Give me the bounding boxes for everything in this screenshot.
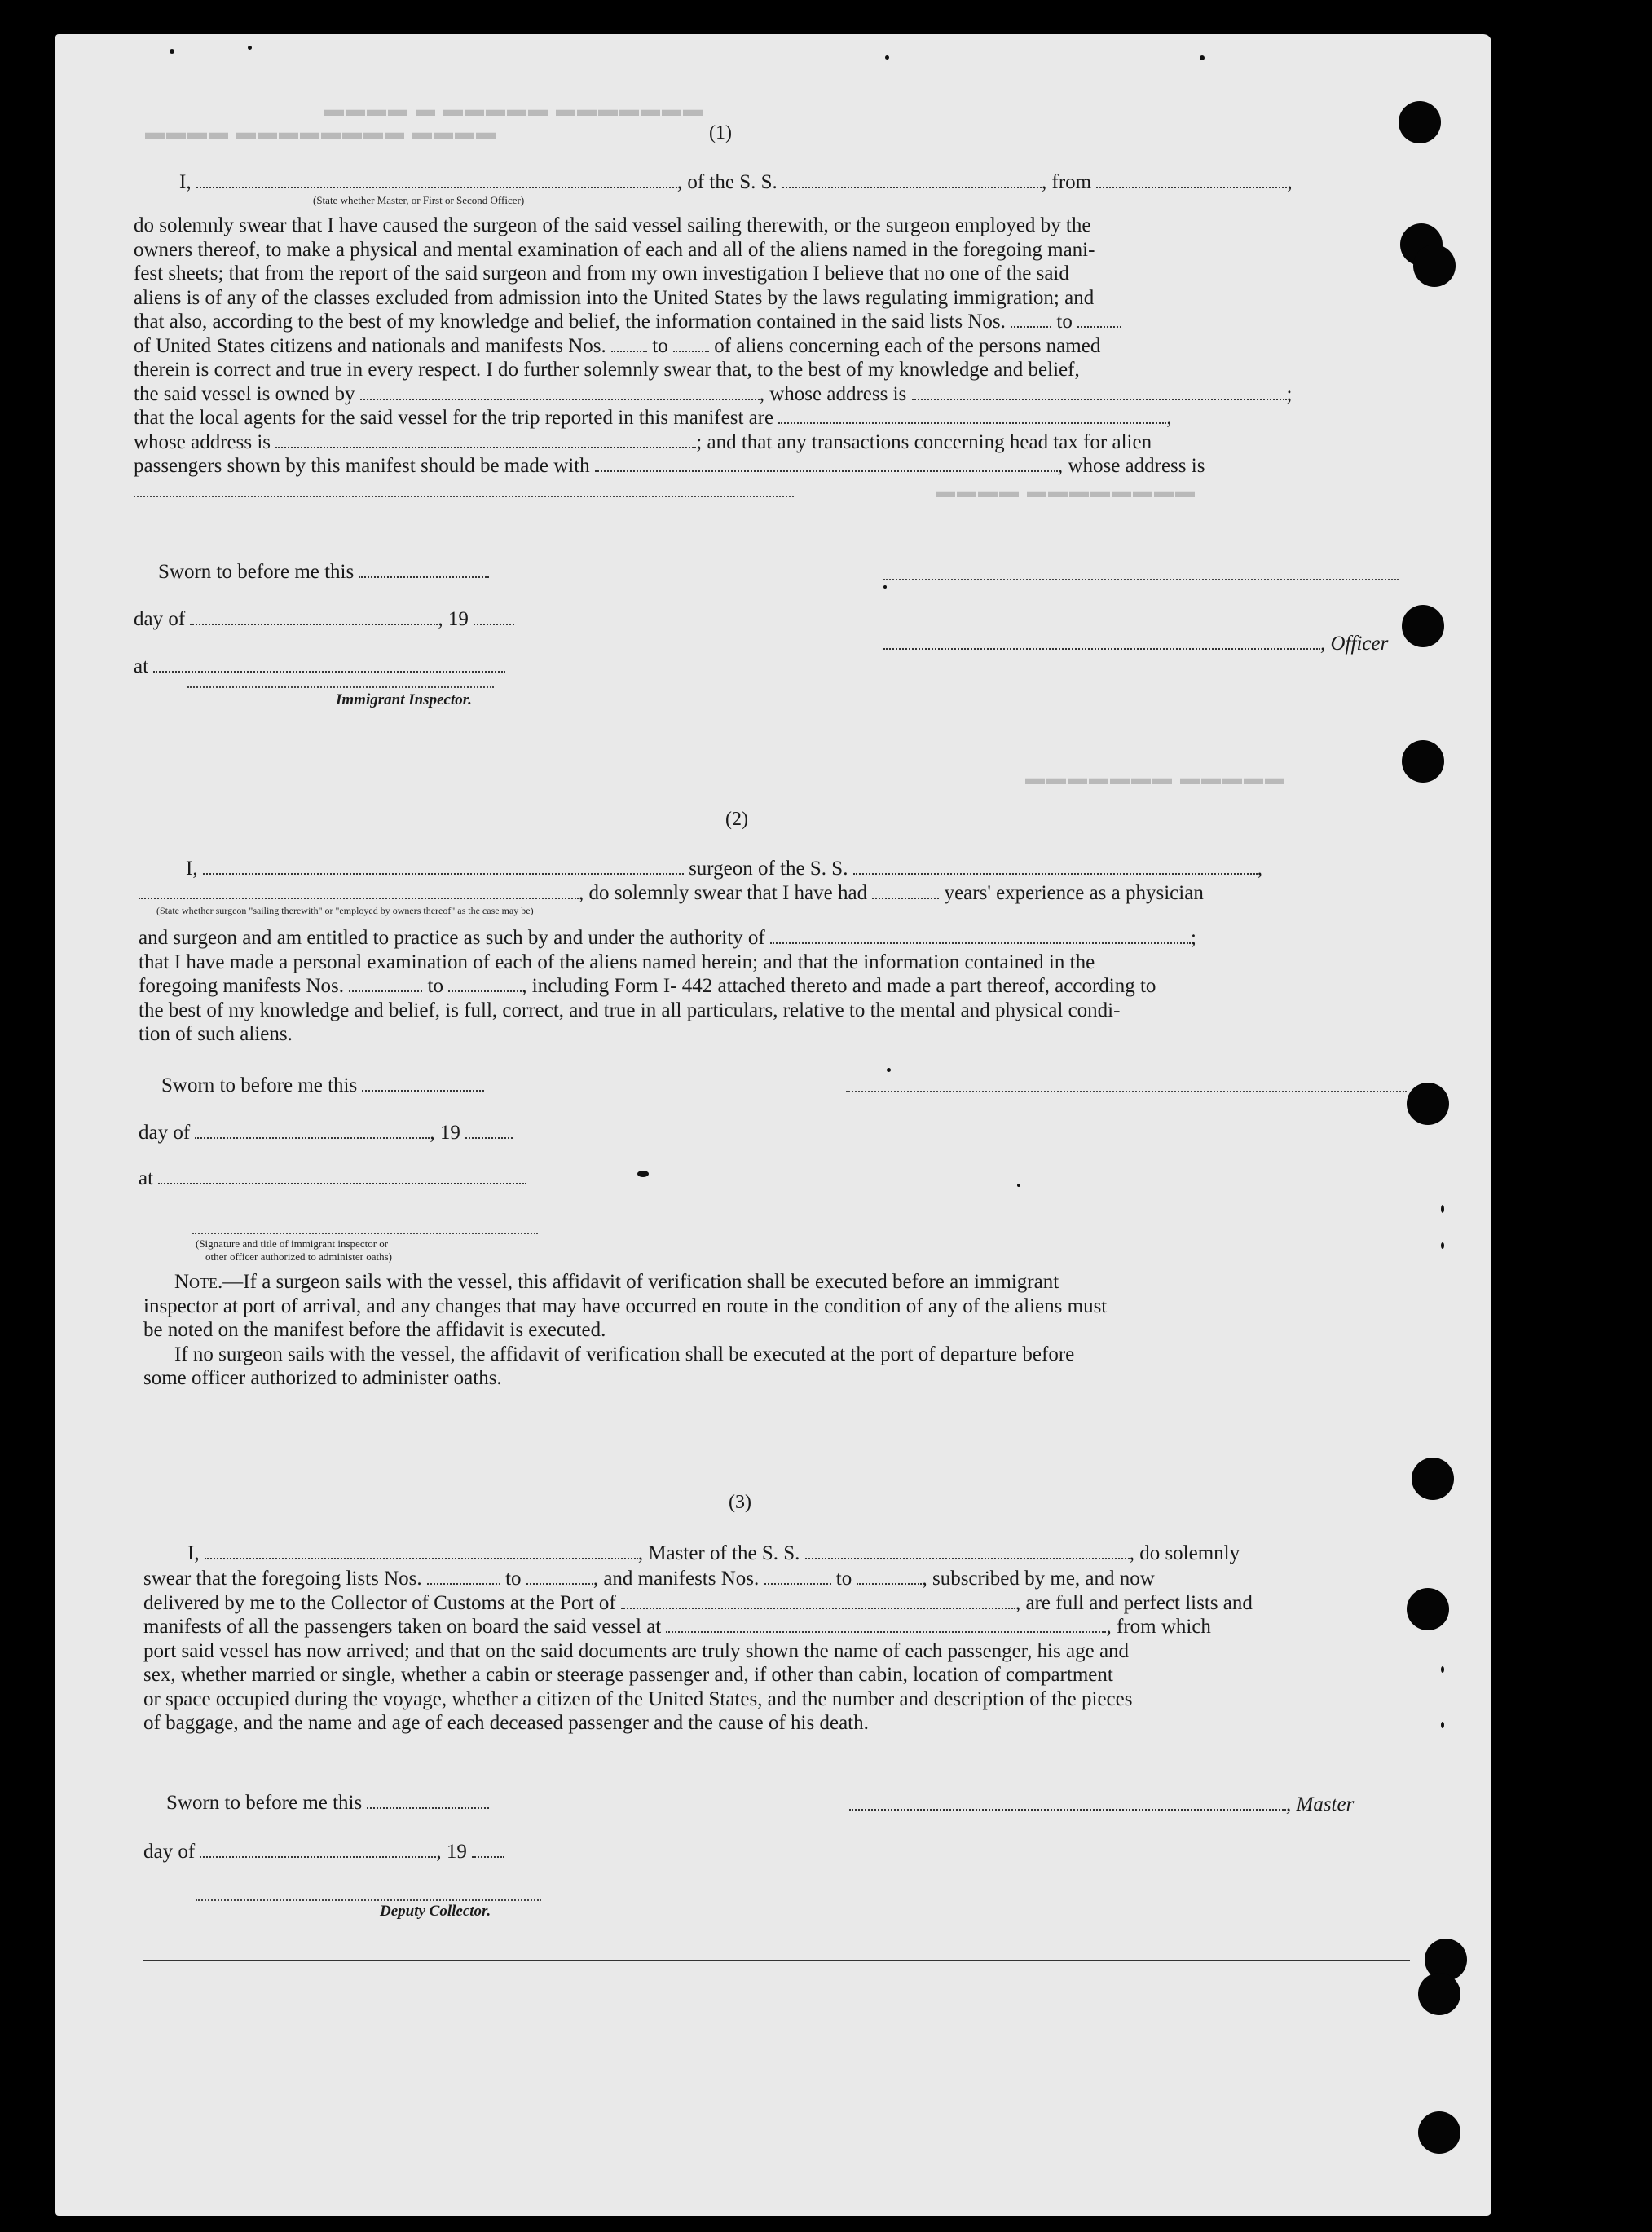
bleed-through-mark: ▬▬▬▬▬▬▬ ▬▬▬▬▬ — [1025, 768, 1286, 789]
port-of-arrival-field[interactable] — [621, 1595, 1015, 1609]
punch-hole — [1412, 1458, 1454, 1500]
section-2-note: Note.—If a surgeon sails with the vessel, this affidavit of verification shall be executed before an immigrant inspector at port of arrival, and any changes that may have occurred en route in the condition of any of the aliens must be noted on the manifest before the affidavit is executed. If no surgeon sails with the vessel, the affidavit of verification shall be executed at the port of departure before some officer authorized to administer oaths. — [143, 1271, 1108, 1389]
address-continuation-line[interactable] — [134, 496, 794, 497]
ink-speck — [887, 1068, 891, 1072]
ink-speck — [170, 49, 174, 54]
collector-title: Deputy Collector. — [380, 1903, 491, 1920]
year-field-2[interactable] — [465, 1124, 513, 1139]
section-3-heading: (3) — [729, 1492, 751, 1513]
master-manifests-from-field[interactable] — [764, 1570, 831, 1585]
inspector-title: Immigrant Inspector. — [336, 691, 472, 708]
bleed-through-mark: ▬▬▬▬ ▬▬▬▬▬▬▬▬ ▬▬▬▬ — [145, 122, 497, 143]
departure-port-field[interactable] — [1096, 174, 1287, 188]
ink-speck — [1200, 55, 1205, 60]
ink-speck — [885, 55, 889, 60]
section-3-master-line: , Master — [849, 1793, 1354, 1816]
master-manifests-to-field[interactable] — [857, 1570, 922, 1585]
officer-caption: (State whether Master, or First or Second Officer) — [313, 194, 525, 206]
surgeon-name-field[interactable] — [203, 860, 684, 875]
ink-speck — [1441, 1205, 1444, 1213]
bleed-through-mark: ▬▬▬▬ ▬ ▬▬▬▬▬ ▬▬▬▬▬▬▬ — [324, 99, 704, 121]
section-1-heading: (1) — [709, 122, 732, 143]
ink-speck — [1017, 1184, 1020, 1187]
lists-to-field[interactable] — [1077, 313, 1121, 328]
punch-hole — [1407, 1588, 1449, 1630]
punch-hole — [1402, 605, 1444, 647]
administering-officer-line[interactable] — [192, 1233, 538, 1234]
years-experience-field[interactable] — [872, 884, 939, 899]
ink-speck — [883, 585, 887, 589]
note-label: Note. — [174, 1271, 223, 1293]
lists-from-field[interactable] — [1011, 313, 1051, 328]
agents-address-field[interactable] — [275, 434, 696, 448]
surgeon-signature-line[interactable] — [846, 1091, 1407, 1092]
section-1-day-of: day of , 19 — [134, 608, 514, 631]
year-field-3[interactable] — [472, 1843, 504, 1858]
master-vessel-field[interactable] — [805, 1545, 1130, 1559]
surgeon-status-field[interactable] — [139, 884, 579, 899]
ink-speck — [1441, 1242, 1444, 1249]
officer-signature-field[interactable] — [883, 635, 1320, 650]
authority-field[interactable] — [770, 929, 1191, 944]
bottom-rule — [143, 1960, 1410, 1961]
month-field[interactable] — [190, 611, 438, 625]
surgeon-manifests-from-field[interactable] — [349, 977, 422, 992]
master-lists-to-field[interactable] — [526, 1570, 593, 1585]
manifests-to-field[interactable] — [673, 337, 709, 352]
master-signature-field[interactable] — [849, 1796, 1286, 1811]
sworn-day-field-3[interactable] — [367, 1794, 489, 1809]
ink-speck — [248, 46, 252, 50]
head-tax-contact-field[interactable] — [595, 457, 1058, 472]
punch-hole — [1407, 1083, 1449, 1125]
section-2-at: at — [139, 1167, 526, 1190]
owner-address-field[interactable] — [912, 386, 1287, 400]
document-page — [55, 34, 1491, 2216]
local-agents-field[interactable] — [778, 409, 1166, 424]
sworn-day-field[interactable] — [359, 563, 489, 578]
manifests-from-field[interactable] — [611, 337, 647, 352]
sworn-day-field-2[interactable] — [362, 1077, 484, 1092]
punch-hole — [1418, 1973, 1460, 2015]
surgeon-vessel-field[interactable] — [853, 860, 1258, 875]
section-2-day-of: day of , 19 — [139, 1122, 513, 1145]
officer-signature-line[interactable] — [883, 579, 1399, 580]
master-lists-from-field[interactable] — [427, 1570, 500, 1585]
signature-caption-2: other officer authorized to administer oaths) — [205, 1251, 392, 1263]
section-3-sworn: Sworn to before me this — [166, 1792, 489, 1815]
owner-field[interactable] — [360, 386, 760, 400]
punch-hole — [1399, 101, 1441, 143]
collector-signature-line[interactable] — [196, 1899, 541, 1901]
ink-speck — [637, 1171, 649, 1177]
section-1-paragraph: do solemnly swear that I have caused the surgeon of the said vessel sailing therewith, or the surgeon employed by the owners thereof, to make a physical and mental examination of each and all of the aliens named in the foregoing mani- fest sheets; that from the report of the said surgeon and from my own investigation I believe that no one of the said aliens is of any of the classes excluded from admission into the United States by the laws regulating immigration; and that also, according to the best of my knowledge and belief, the information contained in the said lists Nos. to of United States citizens and nationals and manifests Nos. to of aliens concerning each of the persons named therein is correct and true in every respect. I do further solemnly swear that, to the best of my knowledge and belief, the said vessel is owned by , whose address is ; that the local agents for the said vessel for the trip reported in this manifest are , whose address is ; and that any transactions concerning head tax for alien passengers shown by this manifest should be made with , whose address is — [134, 214, 1293, 477]
ink-speck — [1441, 1722, 1444, 1728]
punch-hole — [1402, 740, 1444, 783]
section-1-sworn: Sworn to before me this — [158, 561, 489, 584]
master-name-field[interactable] — [205, 1545, 638, 1559]
month-field-3[interactable] — [200, 1843, 436, 1858]
section-2-paragraph: and surgeon and am entitled to practice as such by and under the authority of ; that I have made a personal examination of each of the aliens named herein; and that the information contained in the foregoing manifests Nos. to , including Form I- 442 attached thereto and made a part thereof, according to the best of my knowledge and belief, is full, correct, and true in all particulars, relative to the mental and physical condi- tion of such aliens. — [139, 927, 1196, 1045]
section-3-line-1: I, , Master of the S. S. , do solemnly — [187, 1542, 1240, 1564]
year-field[interactable] — [474, 611, 514, 625]
surgeon-manifests-to-field[interactable] — [448, 977, 522, 992]
section-3-day-of: day of , 19 — [143, 1841, 504, 1864]
ink-speck — [1441, 1666, 1444, 1673]
section-2-line-2: , do solemnly swear that I have had years' experience as a physician — [139, 882, 1204, 905]
signature-caption-1: (Signature and title of immigrant inspector or — [196, 1237, 389, 1250]
section-1-officer-line: , Officer — [883, 633, 1388, 655]
section-1-at: at — [134, 655, 505, 678]
punch-hole — [1418, 2111, 1460, 2154]
month-field-2[interactable] — [195, 1124, 430, 1139]
bleed-through-mark: ▬▬▬▬ ▬▬▬▬▬▬▬▬ — [936, 481, 1196, 502]
embarkation-port-field[interactable] — [666, 1618, 1106, 1633]
inspector-signature-line[interactable] — [187, 686, 494, 688]
location-field[interactable] — [153, 658, 505, 673]
section-3-paragraph: swear that the foregoing lists Nos. to , and manifests Nos. to , subscribed by me, and now delivered by me to the Collector of Customs at the Port of , are full and perfect lists and manifests of all the passengers taken on board the said vessel at , from which port said vessel has now arrived; and that on the said documents are truly shown the name of each passenger, his age and sex, whether married or single, whether a cabin or steerage passenger and, if other than cabin, location of compartment or space occupied during the voyage, whether a citizen of the United States, and the number and description of the pieces of baggage, and the name and age of each deceased passenger and the cause of his death. — [143, 1568, 1253, 1734]
section-2-sworn: Sworn to before me this — [161, 1074, 484, 1097]
section-1-line-1: I, , of the S. S. , from , — [179, 171, 1293, 193]
section-2-heading: (2) — [725, 809, 748, 830]
surgeon-caption: (State whether surgeon "sailing therewith" or "employed by owners thereof" as the case may be) — [156, 905, 534, 916]
vessel-name-field[interactable] — [782, 174, 1042, 188]
section-2-line-1: I, surgeon of the S. S. , — [186, 858, 1262, 880]
officer-name-field[interactable] — [196, 174, 677, 188]
location-field-2[interactable] — [158, 1170, 526, 1184]
